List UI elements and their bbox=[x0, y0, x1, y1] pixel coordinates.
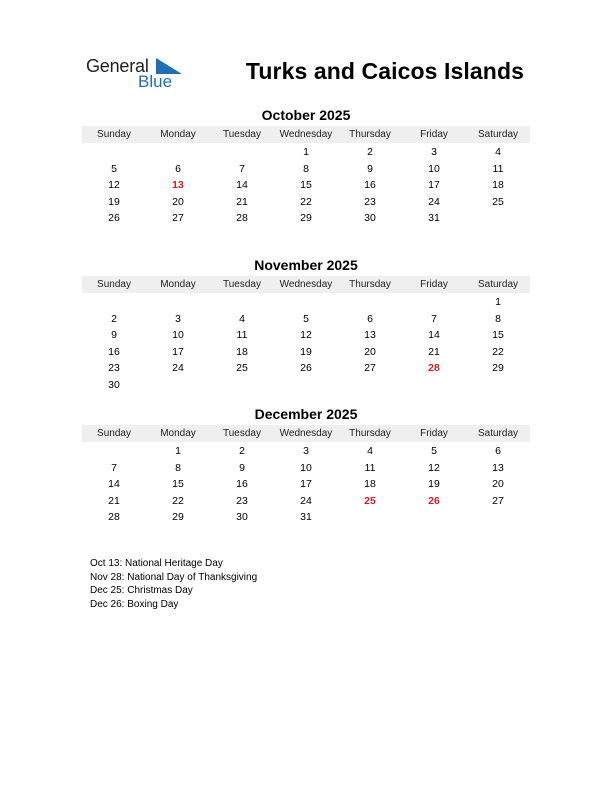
day-cell: 18 bbox=[236, 345, 248, 358]
weekday-label: Friday bbox=[420, 428, 448, 439]
week-row bbox=[82, 294, 530, 311]
day-cell: 20 bbox=[492, 478, 504, 491]
day-cell: 29 bbox=[300, 212, 312, 225]
empty-day-cell bbox=[338, 294, 402, 311]
day-cell: 12 bbox=[300, 329, 312, 342]
empty-day-cell bbox=[466, 509, 530, 526]
logo-word-general: General bbox=[86, 56, 149, 76]
brand-logo bbox=[86, 56, 186, 92]
day-cell: 22 bbox=[300, 195, 312, 208]
day-cell: 22 bbox=[492, 345, 504, 358]
day-cell: 26 bbox=[108, 212, 120, 225]
day-cell: 30 bbox=[364, 212, 376, 225]
weekday-label: Sunday bbox=[97, 279, 131, 290]
weekday-label: Thursday bbox=[349, 279, 391, 290]
empty-day-cell bbox=[82, 144, 146, 161]
day-cell: 16 bbox=[108, 345, 120, 358]
month-october bbox=[82, 106, 530, 227]
page-title: Turks and Caicos Islands bbox=[245, 58, 524, 84]
weekday-header bbox=[82, 425, 530, 442]
day-cell: 15 bbox=[492, 329, 504, 342]
day-cell: 20 bbox=[172, 195, 184, 208]
holiday-day-cell: 13 bbox=[172, 179, 184, 192]
empty-day-cell bbox=[210, 294, 274, 311]
day-cell: 3 bbox=[175, 312, 181, 325]
week-row bbox=[82, 311, 530, 328]
day-cell: 19 bbox=[300, 345, 312, 358]
day-cell: 1 bbox=[495, 296, 501, 308]
weekday-label: Friday bbox=[420, 129, 448, 140]
day-cell: 18 bbox=[364, 478, 376, 491]
day-cell: 21 bbox=[236, 195, 248, 208]
day-cell: 17 bbox=[428, 179, 440, 192]
day-cell: 5 bbox=[431, 445, 437, 457]
day-cell: 7 bbox=[111, 461, 117, 474]
week-row bbox=[82, 144, 530, 161]
day-cell: 16 bbox=[236, 478, 248, 491]
holiday-item: Oct 13: National Heritage Day bbox=[90, 558, 223, 569]
weekday-label: Monday bbox=[160, 428, 196, 439]
day-cell: 7 bbox=[431, 312, 437, 325]
weekday-label: Thursday bbox=[349, 129, 391, 140]
week-grid bbox=[82, 442, 530, 526]
weekday-label: Saturday bbox=[477, 428, 519, 439]
empty-day-cell bbox=[402, 509, 466, 526]
week-row bbox=[82, 210, 530, 227]
day-cell: 12 bbox=[428, 461, 440, 474]
empty-day-cell bbox=[82, 294, 146, 311]
month-title: October 2025 bbox=[261, 107, 351, 123]
day-cell: 3 bbox=[431, 146, 437, 158]
month-title: November 2025 bbox=[254, 257, 358, 273]
day-cell: 15 bbox=[172, 478, 184, 491]
day-cell: 10 bbox=[300, 461, 312, 474]
day-cell: 9 bbox=[239, 461, 245, 474]
day-cell: 11 bbox=[236, 329, 248, 342]
day-cell: 16 bbox=[364, 179, 376, 192]
empty-day-cell bbox=[82, 443, 146, 460]
day-cell: 23 bbox=[108, 362, 120, 375]
day-cell: 1 bbox=[175, 445, 181, 457]
day-cell: 13 bbox=[492, 461, 504, 474]
weekday-label: Sunday bbox=[97, 428, 131, 439]
week-row bbox=[82, 360, 530, 377]
day-cell: 6 bbox=[367, 312, 373, 325]
day-cell: 29 bbox=[172, 511, 184, 524]
weekday-label: Saturday bbox=[477, 279, 519, 290]
day-cell: 28 bbox=[236, 212, 248, 225]
day-cell: 9 bbox=[367, 162, 373, 175]
day-cell: 26 bbox=[300, 362, 312, 375]
empty-day-cell bbox=[210, 144, 274, 161]
week-row bbox=[82, 509, 530, 526]
day-cell: 17 bbox=[172, 345, 184, 358]
day-cell: 30 bbox=[236, 511, 248, 524]
weekday-label: Wednesday bbox=[279, 279, 333, 290]
day-cell: 2 bbox=[111, 312, 117, 325]
empty-day-cell bbox=[402, 294, 466, 311]
day-cell: 5 bbox=[111, 162, 117, 175]
holiday-day-cell: 26 bbox=[428, 494, 440, 507]
holiday-day-cell: 25 bbox=[364, 494, 376, 507]
week-row bbox=[82, 161, 530, 178]
day-cell: 5 bbox=[303, 312, 309, 325]
weekday-label: Monday bbox=[160, 279, 196, 290]
weekday-label: Wednesday bbox=[279, 428, 333, 439]
day-cell: 19 bbox=[428, 478, 440, 491]
day-cell: 10 bbox=[172, 329, 184, 342]
day-cell: 12 bbox=[108, 179, 120, 192]
weekday-label: Thursday bbox=[349, 428, 391, 439]
month-november bbox=[82, 256, 530, 394]
day-cell: 18 bbox=[492, 179, 504, 192]
empty-day-cell bbox=[274, 377, 338, 394]
day-cell: 4 bbox=[495, 146, 501, 158]
logo-word-blue: Blue bbox=[138, 72, 173, 91]
empty-day-cell bbox=[466, 377, 530, 394]
weekday-label: Monday bbox=[160, 129, 196, 140]
empty-day-cell bbox=[146, 377, 210, 394]
day-cell: 11 bbox=[364, 461, 376, 474]
empty-day-cell bbox=[146, 294, 210, 311]
holiday-item: Nov 28: National Day of Thanksgiving bbox=[90, 571, 258, 583]
month-december bbox=[82, 405, 530, 526]
day-cell: 23 bbox=[236, 494, 248, 507]
month-title: December 2025 bbox=[254, 406, 358, 422]
day-cell: 8 bbox=[303, 162, 309, 175]
empty-day-cell bbox=[338, 377, 402, 394]
day-cell: 30 bbox=[108, 378, 120, 391]
weekday-header bbox=[82, 276, 530, 293]
holiday-item: Dec 25: Christmas Day bbox=[90, 585, 193, 597]
empty-day-cell bbox=[274, 294, 338, 311]
day-cell: 14 bbox=[428, 329, 440, 342]
day-cell: 31 bbox=[428, 212, 440, 225]
day-cell: 11 bbox=[492, 162, 504, 175]
week-grid bbox=[82, 143, 530, 227]
day-cell: 13 bbox=[364, 329, 376, 342]
week-row bbox=[82, 377, 530, 394]
day-cell: 4 bbox=[239, 312, 245, 325]
weekday-label: Saturday bbox=[477, 129, 519, 140]
day-cell: 9 bbox=[111, 329, 117, 342]
day-cell: 23 bbox=[364, 195, 376, 208]
day-cell: 8 bbox=[175, 461, 181, 474]
day-cell: 10 bbox=[428, 162, 440, 175]
holiday-item: Dec 26: Boxing Day bbox=[90, 599, 179, 611]
day-cell: 27 bbox=[492, 494, 504, 507]
day-cell: 21 bbox=[108, 494, 120, 507]
day-cell: 29 bbox=[492, 362, 504, 375]
day-cell: 4 bbox=[367, 445, 373, 457]
day-cell: 25 bbox=[236, 362, 248, 375]
day-cell: 14 bbox=[236, 179, 248, 192]
empty-day-cell bbox=[146, 144, 210, 161]
day-cell: 8 bbox=[495, 312, 501, 325]
day-cell: 28 bbox=[108, 511, 120, 524]
day-cell: 25 bbox=[492, 195, 504, 208]
week-row bbox=[82, 443, 530, 460]
day-cell: 6 bbox=[175, 162, 181, 175]
day-cell: 1 bbox=[303, 146, 309, 158]
weekday-label: Tuesday bbox=[223, 428, 261, 439]
day-cell: 27 bbox=[172, 212, 184, 225]
day-cell: 19 bbox=[108, 195, 120, 208]
day-cell: 17 bbox=[300, 478, 312, 491]
day-cell: 14 bbox=[108, 478, 120, 491]
day-cell: 22 bbox=[172, 494, 184, 507]
weekday-label: Sunday bbox=[97, 129, 131, 140]
weekday-label: Friday bbox=[420, 279, 448, 290]
week-row bbox=[82, 194, 530, 211]
week-grid bbox=[82, 293, 530, 394]
day-cell: 3 bbox=[303, 445, 309, 457]
day-cell: 21 bbox=[428, 345, 440, 358]
empty-day-cell bbox=[402, 377, 466, 394]
day-cell: 7 bbox=[239, 162, 245, 175]
week-row bbox=[82, 327, 530, 344]
empty-day-cell bbox=[466, 210, 530, 227]
empty-day-cell bbox=[210, 377, 274, 394]
weekday-label: Tuesday bbox=[223, 279, 261, 290]
day-cell: 2 bbox=[367, 146, 373, 158]
holiday-day-cell: 28 bbox=[428, 362, 440, 375]
weekday-label: Wednesday bbox=[279, 129, 333, 140]
day-cell: 24 bbox=[300, 494, 312, 507]
day-cell: 24 bbox=[428, 195, 440, 208]
week-row bbox=[82, 177, 530, 194]
day-cell: 6 bbox=[495, 445, 501, 457]
week-row bbox=[82, 493, 530, 510]
day-cell: 24 bbox=[172, 362, 184, 375]
day-cell: 15 bbox=[300, 179, 312, 192]
holiday-list bbox=[90, 557, 257, 612]
day-cell: 2 bbox=[239, 445, 245, 457]
weekday-label: Tuesday bbox=[223, 129, 261, 140]
day-cell: 20 bbox=[364, 345, 376, 358]
day-cell: 31 bbox=[300, 511, 312, 524]
week-row bbox=[82, 460, 530, 477]
empty-day-cell bbox=[338, 509, 402, 526]
week-row bbox=[82, 476, 530, 493]
week-row bbox=[82, 344, 530, 361]
day-cell: 27 bbox=[364, 362, 376, 375]
weekday-header bbox=[82, 126, 530, 143]
